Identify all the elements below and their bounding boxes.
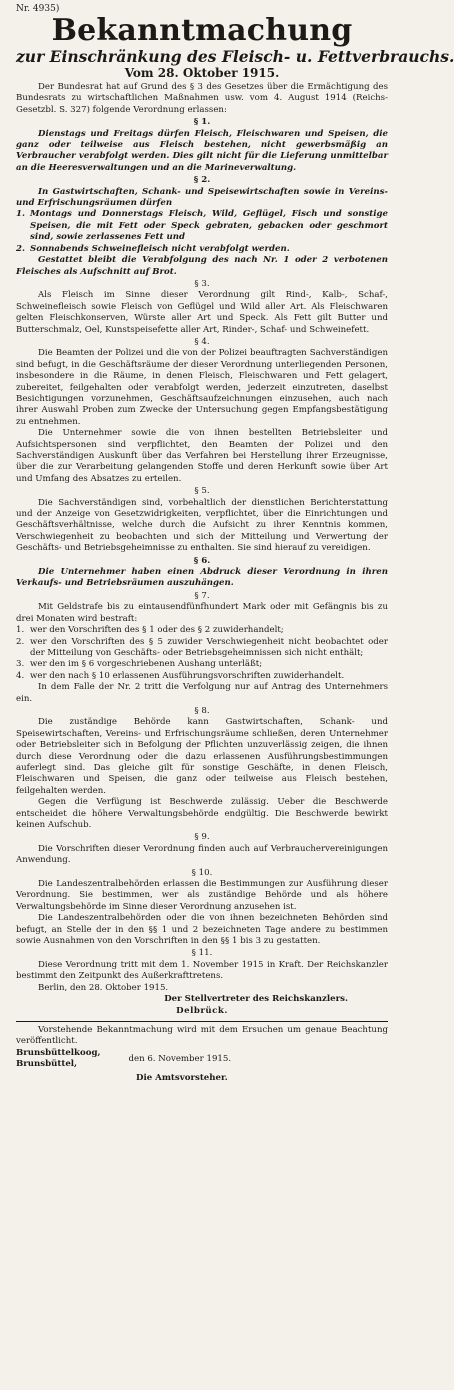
list-item-text: wer den Vorschriften des § 1 oder des § 2 zuwiderhandelt; (30, 625, 284, 636)
list-item-number: 3. (16, 659, 25, 670)
place-brunsbuettel: Brunsbüttel, (16, 1059, 78, 1070)
section-4-heading: § 4. (194, 336, 210, 347)
list-item-number: 4. (16, 670, 25, 681)
section-5-text: Die Sachverständigen sind, vorbehaltlich der dienstlichen Berichterstattung und der Anzeige von Gesetzwidrigkeiten, verpflichtet, über die Einrichtungen und Geschäftsverhältnisse, welche durch die Aufsicht zu ihrer Kenntnis kommen, Verschwiegenheit zu beobachten und sich der Mitteilung und Verwertung der Geschäfts- und Betriebsgeheimnisse zu enthalten. Sie sind hierauf zu vereidigen. (16, 497, 388, 554)
section-11-heading: § 11. (191, 948, 213, 959)
place-brunsbuettelkoog: Brunsbüttelkoog, (16, 1047, 101, 1058)
section-10-paragraph-1: Die Landeszentralbehörden erlassen die Bestimmungen zur Ausführung dieser Verordnung. Sie bestimmen, wer als zuständige Behörde und als höhere Verwaltungsbehörde im Sinne dieser Verordnung anzusehen ist. (16, 879, 388, 912)
page-subtitle: zur Einschränkung des Fleisch- u. Fettverbrauchs. (16, 47, 454, 66)
section-10-heading: § 10. (191, 867, 213, 878)
section-2-intro: In Gastwirtschaften, Schank- und Speisewirtschaften sowie in Vereins- und Erfrischungsräumen dürfen (16, 186, 388, 209)
local-authority: Die Amtsvorsteher. (136, 1072, 228, 1083)
list-item-number: 2. (16, 243, 25, 254)
section-7-note: In dem Falle der Nr. 2 tritt die Verfolgung nur auf Antrag des Unternehmers ein. (16, 682, 388, 704)
section-2-list (16, 209, 388, 255)
list-item-number: 1. (16, 209, 25, 220)
list-item-text: wer den im § 6 vorgeschriebenen Aushang unterläßt; (30, 659, 263, 670)
section-10-paragraph-2: Die Landeszentralbehörden oder die von ihnen bezeichneten Behörden sind befugt, an Stelle der in den §§ 1 und 2 bezeichneten Tage andere zu bestimmen sowie Ausnahmen von den Vorschriften in den §§ 1 bis 3 zu gestatten. (16, 913, 388, 947)
section-6-text: Die Unternehmer haben einen Abdruck dieser Verordnung in ihren Verkaufs- und Betriebsräumen auszuhängen. (16, 567, 388, 589)
local-publication-text: Vorstehende Bekanntmachung wird mit dem Ersuchen um genaue Beachtung veröffentlicht. (16, 1024, 388, 1047)
section-8-paragraph-1: Die zuständige Behörde kann Gastwirtschaften, Schank- und Speisewirtschaften, Vereins- und Erfrischungsräume schließen, deren Unternehmer oder Betriebsleiter sich in Befolgung der Pflichten unzuverlässig zeigen, die ihnen durch diese Verordnung oder die dazu erlassenen Ausführungsbestimmungen auferlegt sind. Das gleiche gilt für sonstige Geschäfte, in denen Fleisch, Fleischwaren und Speisen, die ganz oder teilweise aus Fleisch bestehen, feilgehalten werden. (16, 717, 388, 796)
list-item (16, 671, 388, 682)
local-place-date (16, 1048, 388, 1071)
section-4-paragraph-1: Die Beamten der Polizei und die von der Polizei beauftragten Sachverständigen sind befugt, in die Geschäftsräume der dieser Verordnung unterliegenden Personen, insbesondere in die Räume, in denen Fleisch, Fleischwaren und Fett gelagert, zubereitet, feilgehalten oder verabfolgt werden, jederzeit einzutreten, daselbst Besichtigungen vorzunehmen, Geschäftsaufzeichnungen einzusehen, auch nach ihrer Auswahl Proben zum Zwecke der Untersuchung gegen Empfangsbestätigung zu entnehmen. (16, 348, 388, 427)
section-8-paragraph-2: Gegen die Verfügung ist Beschwerde zulässig. Ueber die Beschwerde entscheidet die höhere Verwaltungsbehörde endgültig. Die Beschwerde bewirkt keinen Aufschub. (16, 797, 388, 830)
section-3-text: Als Fleisch im Sinne dieser Verordnung gilt Rind-, Kalb-, Schaf-, Schweinefleisch sowie Fleisch von Geflügel und Wild aller Art. Als Fleischwaren gelten Fleischkonserven, Würste aller Art und Speck. Als Fett gilt Butter und Butterschmalz, Oel, Kunstspeisefette aller Art, Rinder-, Schaf- und Schweinefett. (16, 290, 388, 335)
list-item-text: wer den Vorschriften des § 5 zuwider Verschwiegenheit nicht beobachtet oder der Mitteilung von Geschäfts- oder Betriebsgeheimnissen sich nicht enthält; (30, 636, 388, 658)
list-item-text: Sonnabends Schweinefleisch nicht verabfolgt werden. (30, 243, 290, 254)
section-9-heading: § 9. (194, 832, 210, 843)
section-1-heading: § 1. (193, 117, 211, 128)
section-7-list (16, 625, 388, 682)
closing-place-date: Berlin, den 28. Oktober 1915. (38, 982, 169, 993)
list-item-number: 1. (16, 625, 25, 636)
list-item-number: 2. (16, 636, 25, 647)
list-item-text: Montags und Donnerstags Fleisch, Wild, Geflügel, Fisch und sonstige Speisen, die mit Fett oder Speck gebraten, gebacken oder geschmort sind, sowie zerlassenes Fett und (30, 209, 388, 243)
section-2-note: Gestattet bleibt die Verabfolgung des nach Nr. 1 oder 2 verbotenen Fleisches als Aufschnitt auf Brot. (16, 255, 388, 277)
signer-title: Der Stellvertreter des Reichskanzlers. (164, 994, 348, 1005)
section-5-heading: § 5. (194, 486, 210, 497)
section-3-heading: § 3. (194, 278, 210, 289)
local-date: den 6. November 1915. (128, 1053, 232, 1064)
page-title: Bekanntmachung (51, 13, 353, 48)
section-7-heading: § 7. (194, 590, 210, 601)
section-4-paragraph-2: Die Unternehmer sowie die von ihnen bestellten Betriebsleiter und Aufsichtspersonen sind verpflichtet, den Beamten der Polizei und den Sachverständigen Auskunft über das Verfahren bei Herstellung ihrer Erzeugnisse, über die zur Verarbeitung gelangenden Stoffe und deren Herkunft sowie über Art und Umfang des Absatzes zu erteilen. (16, 428, 388, 484)
list-item (16, 637, 388, 660)
local-places (16, 1048, 100, 1071)
signer-name: Delbrück. (176, 1005, 228, 1016)
section-11-text: Diese Verordnung tritt mit dem 1. November 1915 in Kraft. Der Reichskanzler bestimmt den Zeitpunkt des Außerkrafttretens. (16, 959, 388, 982)
list-item-text: wer den nach § 10 erlassenen Ausführungsvorschriften zuwiderhandelt. (30, 670, 345, 681)
section-7-intro: Mit Geldstrafe bis zu eintausendfünfhundert Mark oder mit Gefängnis bis zu drei Monaten wird bestraft: (16, 602, 388, 624)
document-number: Nr. 4935) (16, 4, 60, 14)
divider (16, 1021, 388, 1022)
list-item (16, 659, 388, 670)
list-item (16, 244, 388, 255)
intro-paragraph: Der Bundesrat hat auf Grund des § 3 des Gesetzes über die Ermächtigung des Bundesrats zu wirtschaftlichen Maßnahmen usw. vom 4. August 1914 (Reichs-Gesetzbl. S. 327) folgende Verordnung erlassen: (16, 82, 388, 115)
section-1-text: Dienstags und Freitags dürfen Fleisch, Fleischwaren und Speisen, die ganz oder teilweise aus Fleisch bestehen, nicht gewerbsmäßig an Verbraucher verabfolgt werden. Dies gilt nicht für die Lieferung unmittelbar an die Heeresverwaltungen und an die Marineverwaltung. (16, 128, 388, 173)
section-8-heading: § 8. (194, 705, 210, 716)
section-6-heading: § 6. (193, 555, 211, 566)
issue-date: Vom 28. Oktober 1915. (124, 66, 280, 80)
section-9-text: Die Vorschriften dieser Verordnung finden auch auf Verbrauchervereinigungen Anwendung. (16, 843, 388, 866)
list-item (16, 209, 388, 243)
section-2-heading: § 2. (193, 175, 211, 186)
list-item (16, 625, 388, 636)
